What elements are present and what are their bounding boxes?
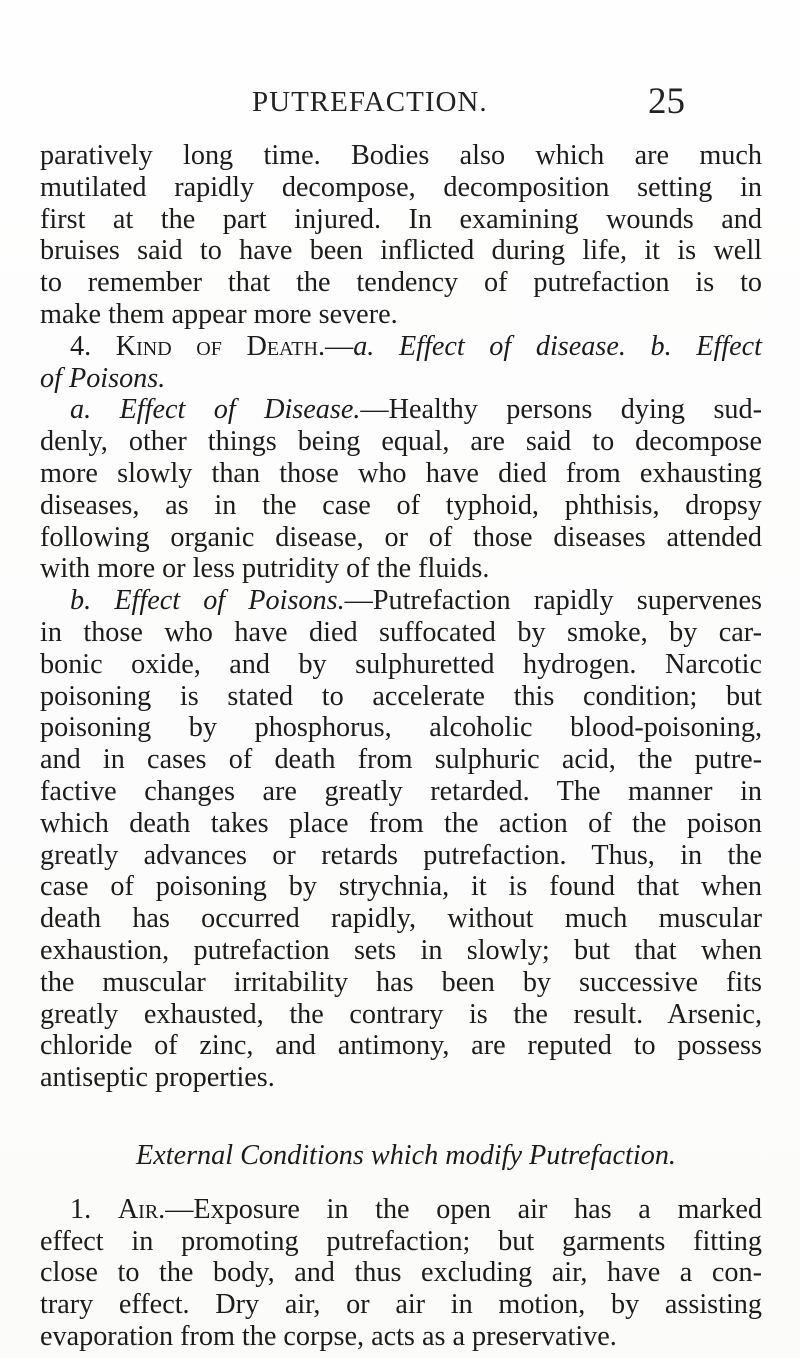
lead-text: —Exposure in the open air has a marked: [165, 1193, 763, 1225]
paragraph-number: 1.: [70, 1193, 92, 1225]
text-line: exhaustion, putrefaction sets in slowly; but that when: [40, 934, 762, 966]
text-line: chloride of zinc, and antimony, are reputed to possess: [40, 1030, 762, 1062]
paragraph-number: 4.: [70, 330, 92, 362]
text-line: case of poisoning by strychnia, it is found that when: [40, 871, 762, 903]
text-line: evaporation from the corpse, acts as a preservative.: [40, 1320, 617, 1352]
text-line: denly, other things being equal, are said to decompose: [40, 426, 762, 458]
text-line: [40, 331, 762, 363]
text-line: diseases, as in the case of typhoid, phthisis, dropsy: [40, 489, 762, 521]
text-line: first at the part injured. In examining wounds and: [40, 203, 762, 235]
lead-text: —Putrefaction rapidly supervenes: [344, 585, 762, 617]
paragraph-heading: Effect of Disease.: [119, 394, 361, 426]
text-line: [40, 1194, 762, 1226]
item-text: Effect of disease.: [398, 330, 626, 362]
text-line: which death takes place from the action of the poison: [40, 807, 762, 839]
dash: —: [325, 330, 354, 362]
text-line: following organic disease, or of those diseases attended: [40, 521, 762, 553]
running-title: PUTREFACTION.: [252, 86, 488, 118]
text-line: greatly exhausted, the contrary is the result. Arsenic,: [40, 998, 762, 1030]
text-line: antiseptic properties.: [40, 1062, 275, 1094]
page-number: 25: [648, 81, 685, 122]
paragraph-heading: Air.: [117, 1193, 166, 1225]
text-line: bonic oxide, and by sulphuretted hydrogen. Narcotic: [40, 648, 762, 680]
text-line: paratively long time. Bodies also which are much: [40, 140, 762, 171]
text-line: greatly advances or retards putrefaction. Thus, in the: [40, 839, 762, 871]
item-label: b.: [70, 585, 92, 617]
text-line: effect in promoting putrefaction; but garments fitting: [40, 1225, 762, 1257]
text-line: of Poisons.: [40, 362, 166, 394]
text-line: death has occurred rapidly, without much muscular: [40, 903, 762, 935]
text-line: and in cases of death from sulphuric acid, the putre-: [40, 744, 762, 776]
text-line: factive changes are greatly retarded. The manner in: [40, 775, 762, 807]
text-line: make them appear more severe.: [40, 298, 398, 330]
text-line: trary effect. Dry air, or air in motion, by assisting: [40, 1289, 762, 1321]
text-line: [40, 585, 762, 617]
paragraph-effect-of-poisons: [40, 585, 762, 1094]
paragraph-heading: Effect of Poisons.: [114, 585, 345, 617]
text-line: close to the body, and thus excluding air, have a con-: [40, 1257, 762, 1289]
body-text: [40, 140, 762, 1353]
text-line: more slowly than those who have died from exhausting: [40, 457, 762, 489]
text-line: the muscular irritability has been by successive fits: [40, 966, 762, 998]
item-label: a.: [70, 394, 92, 426]
text-line: to remember that the tendency of putrefaction is to: [40, 267, 762, 299]
item-label: a.: [353, 330, 375, 362]
text-line: poisoning is stated to accelerate this condition; but: [40, 680, 762, 712]
running-head: [0, 81, 800, 126]
paragraph-continuation: [40, 140, 762, 331]
paragraph-kind-of-death: [40, 331, 762, 395]
text-line: with more or less putridity of the fluids.: [40, 553, 490, 585]
paragraph-air: [40, 1194, 762, 1353]
text-line: mutilated rapidly decompose, decomposition setting in: [40, 171, 762, 203]
paragraph-effect-of-disease: [40, 394, 762, 585]
text-line: [40, 394, 762, 426]
text-line: bruises said to have been inflicted during life, it is well: [40, 235, 762, 267]
text-line: in those who have died suffocated by smoke, by car-: [40, 616, 762, 648]
item-label: b.: [650, 330, 672, 362]
paragraph-heading: Kind of Death.: [115, 330, 325, 362]
section-heading: External Conditions which modify Putrefaction.: [136, 1139, 676, 1171]
item-text: Effect: [696, 330, 763, 362]
text-line: poisoning by phosphorus, alcoholic blood-poisoning,: [40, 712, 762, 744]
lead-text: —Healthy persons dying sud-: [360, 394, 762, 426]
